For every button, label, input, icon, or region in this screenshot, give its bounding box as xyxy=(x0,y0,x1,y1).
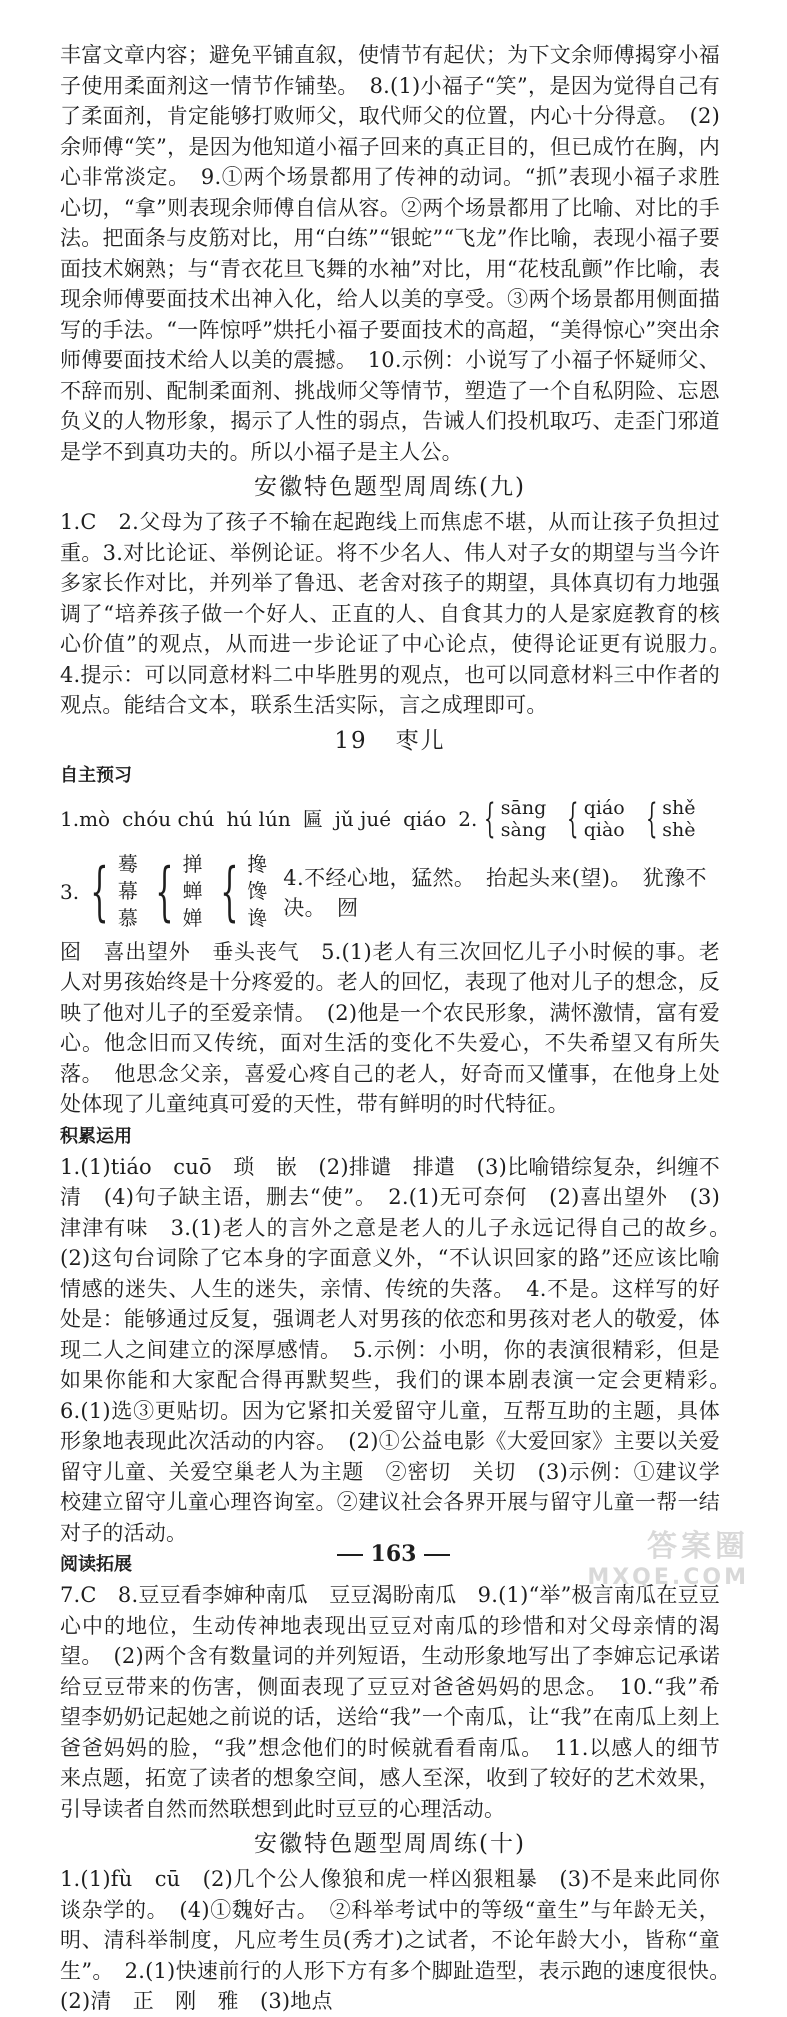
q3-label: 3. xyxy=(60,879,80,904)
brace-glyph: { xyxy=(645,795,658,842)
q3-group: 掸 蝉 婵 xyxy=(182,852,203,930)
q3-group: 搀 馋 谗 xyxy=(247,852,268,930)
weekly-practice-10-title: 安徽特色题型周周练(十) xyxy=(254,1831,526,1857)
q1-item: chóu chú xyxy=(122,806,215,831)
reading-text: 7.C 8.豆豆看李婶种南瓜 豆豆渴盼南瓜 9.(1)“举”极言南瓜在豆豆心中的地位，生动传神地表现出豆豆对南瓜的珍惜和对父母亲情的渴望。 (2)两个含有数量词的并列短语，生动形象地写出了李婶忘记承诺给豆豆带来的伤害，侧面表现了豆豆对爸爸妈妈的思念。 10.“我”希望李奶奶记起她之前说的话，送给“我”一个南瓜，让“我”在南瓜上刻上爸爸妈妈的脸，“我”想念他们的时候就看看南瓜。 11.以感人的细节来点题，拓宽了读者的想象空间，感人至深，收到了较好的艺术效果，引导读者自然而然联想到此时豆豆的心理活动。 xyxy=(60,1583,720,1821)
brace-glyph: { xyxy=(484,795,496,842)
q2-label: 2. xyxy=(458,806,478,831)
q3-group: 蓦 幕 慕 xyxy=(117,852,138,930)
q2-reading: qiào xyxy=(583,818,625,841)
q1-item: qiáo xyxy=(403,806,447,831)
q2-reading: shè xyxy=(662,818,696,841)
q2-reading: qiáo xyxy=(583,796,625,819)
q2-group xyxy=(560,797,624,841)
weekly-practice-9-text: 1.C 2.父母为了孩子不输在起跑线上而焦虑不堪，从而让孩子负担过重。3.对比论证、举例论证。将不少名人、伟人对子女的期望与当今许多家长作对比，并列举了鲁迅、老舍对孩子的期望，具体真切有力地强调了“培养孩子做一个好人、正直的人、自食其力的人是家庭教育的核心价值”的观点，从而进一步论证了中心论点，使得论证更有说服力。 4.提示：可以同意材料二中毕胜男的观点，也可以同意材料三中作者的观点。能结合文本，联系生活实际，言之成理即可。 xyxy=(60,510,742,717)
q2-reading: sàng xyxy=(500,818,547,841)
reading-heading: 阅读拓展 xyxy=(60,1554,132,1575)
q1-item: jǔ jué xyxy=(334,806,392,831)
q1-item: mò xyxy=(79,806,111,831)
lesson-title xyxy=(60,723,720,759)
brace-glyph: { xyxy=(567,795,579,842)
brace-glyph: { xyxy=(90,854,109,929)
page-number-value: 163 xyxy=(370,1541,417,1567)
watermark-logo: 答案圈 MXQE.COM xyxy=(587,1529,749,1590)
top-paragraph: 丰富文章内容；避免平铺直叙，使情节有起伏；为下文余师傅揭穿小福子使用柔面剂这一情节作铺垫。 8.(1)小福子“笑”，是因为觉得自己有了柔面剂，肯定能够打败师父，取代师父的位置，内心十分得意。 (2)余师傅“笑”，是因为他知道小福子回来的真正目的，但已成竹在胸，内心非常淡定。 9.①两个场景都用了传神的动词。“抓”表现小福子求胜心切，“拿”则表现余师傅自信从容。②两个场景都用了比喻、对比的手法。把面条与皮筋对比，用“白练”“银蛇”“飞龙”作比喻，表现小福子要面技术娴熟；与“青衣花旦飞舞的水袖”对比，用“花枝乱颤”作比喻，表现余师傅要面技术出神入化，给人以美的享受。③两个场景都用侧面描写的手法。“一阵惊呼”烘托小福子要面技术的高超，“美得惊心”突出余师傅要面技术给人以美的震撼。 10.示例：小说写了小福子怀疑师父、不辞而别、配制柔面剂、挑战师父等情节，塑造了一个自私阴险、忘恩负义的人物形象，揭示了人性的弱点，告诫人们投机取巧、走歪门邪道是学不到真功夫的。所以小福子是主人公。 xyxy=(60,43,720,464)
weekly-practice-10-text: 1.(1)fù cū (2)几个公人像狼和虎一样凶狠粗暴 (3)不是来此同你谈杂学的。 (4)①魏好古。 ②科举考试中的等级“童生”与年龄无关，明、清科举制度，凡应考生员(秀才)之试者，不论年龄大小，皆称“童生”。 2.(1)快速前行的人形下方有多个脚趾造型，表示跑的速度很快。 (2)清 正 刚 雅 (3)地点 xyxy=(60,1867,742,2013)
lesson-name: 枣儿 xyxy=(395,727,446,754)
q2-group xyxy=(639,797,696,841)
dash-left xyxy=(337,1554,363,1556)
accumulation-heading: 积累运用 xyxy=(60,1125,132,1147)
q2-reading: sāng xyxy=(500,796,547,819)
brace-glyph: { xyxy=(219,854,239,929)
lesson-number: 19 xyxy=(334,727,368,754)
q2-reading: shě xyxy=(662,796,696,819)
preview-q3-row xyxy=(60,847,720,937)
q4-answers: 4.不经心地，猛然。 抬起头来(望)。 犹豫不决。 囫 xyxy=(283,865,707,920)
q2-group xyxy=(477,797,546,841)
q1-item: hú lún xyxy=(226,806,291,831)
q1-item: 匾 xyxy=(302,806,323,831)
brace-glyph: { xyxy=(155,854,174,929)
weekly-practice-9-title: 安徽特色题型周周练(九) xyxy=(254,474,526,500)
preview-heading: 自主预习 xyxy=(60,764,132,786)
accumulation-text: 1.(1)tiáo cuō 琐 嵌 (2)排谴 排遣 (3)比喻错综复杂，纠缠不清 (4)句子缺主语，删去“使”。 2.(1)无可奈何 (2)喜出望外 (3)津津有味 3.(1)老人的言外之意是老人的儿子永远记得自己的故乡。 (2)这句台词除了它本身的字面意义外，“不认识回家的路”还应该比喻情感的迷失、人生的迷失，亲情、传统的失落。 4.不是。这样写的好处是：能够通过反复，强调老人对男孩的依恋和男孩对老人的敬爱，体现二人之间建立的深厚感情。 5.示例：小明，你的表演很精彩，但是如果你能和大家配合得再默契些，我们的课本剧表演一定会更精彩。 6.(1)选③更贴切。因为它紧扣关爱留守儿童，互帮互助的主题，具体形象地表现此次活动的内容。 (2)①公益电影《大爱回家》主要以关爱留守儿童、关爱空巢老人为主题 ②密切 关切 (3)示例：①建议学校建立留守儿童心理咨询室。②建议社会各界开展与留守儿童一帮一结对子的活动。 xyxy=(60,1154,742,1545)
answer-page xyxy=(60,40,742,2017)
preview-q1-q2-row xyxy=(60,791,720,847)
preview-text: 囵 喜出望外 垂头丧气 5.(1)老人有三次回忆儿子小时候的事。老人对男孩始终是十分疼爱的。老人的回忆，表现了他对儿子的想念，反映了他对儿子的至爱亲情。 (2)他是一个农民形象，满怀激情，富有爱心。他念旧而又传统，面对生活的变化不失爱心，不失希望又有所失落。 他思念父亲，喜爱心疼自己的老人，好奇而又懂事，在他身上处处体现了儿童纯真可爱的天性，带有鲜明的时代特征。 xyxy=(60,939,720,1116)
dash-right xyxy=(424,1554,450,1556)
q1-label: 1. xyxy=(60,806,80,831)
